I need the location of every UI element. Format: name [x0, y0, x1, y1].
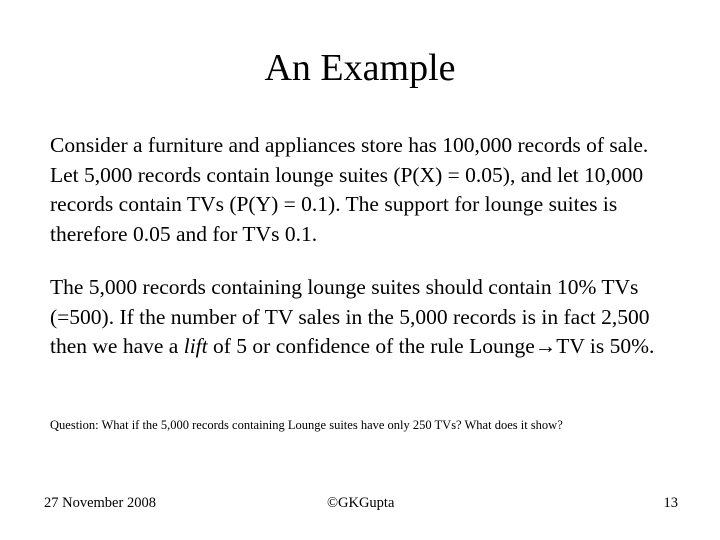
slide-title: An Example [264, 47, 456, 89]
footer-date: 27 November 2008 [44, 495, 156, 511]
lift-emphasis: lift [183, 334, 208, 358]
paragraph-lift-explanation [50, 273, 680, 362]
paragraph-lift-text-start: The 5,000 records containing lounge suites should contain 10% TVs (=500). If the number of TV sales in the 5,000 records is in fact 2,500 then we have a [50, 275, 650, 358]
paragraph-store-records: Consider a furniture and appliances store has 100,000 records of sale. Let 5,000 records contain lounge suites (P(X) = 0.05), and let 10,000 records contain TVs (P(Y) = 0.1). The support for lounge suites is therefore 0.05 and for TVs 0.1. [50, 133, 649, 246]
footer-page-number: 13 [663, 495, 678, 511]
question-text: Question: What if the 5,000 records containing Lounge suites have only 250 TVs? What does it show? [50, 418, 563, 432]
footer-copyright: ©GKGupta [327, 495, 395, 511]
paragraph-lift-text-end: of 5 or confidence of the rule Lounge→TV is 50%. [207, 334, 655, 358]
